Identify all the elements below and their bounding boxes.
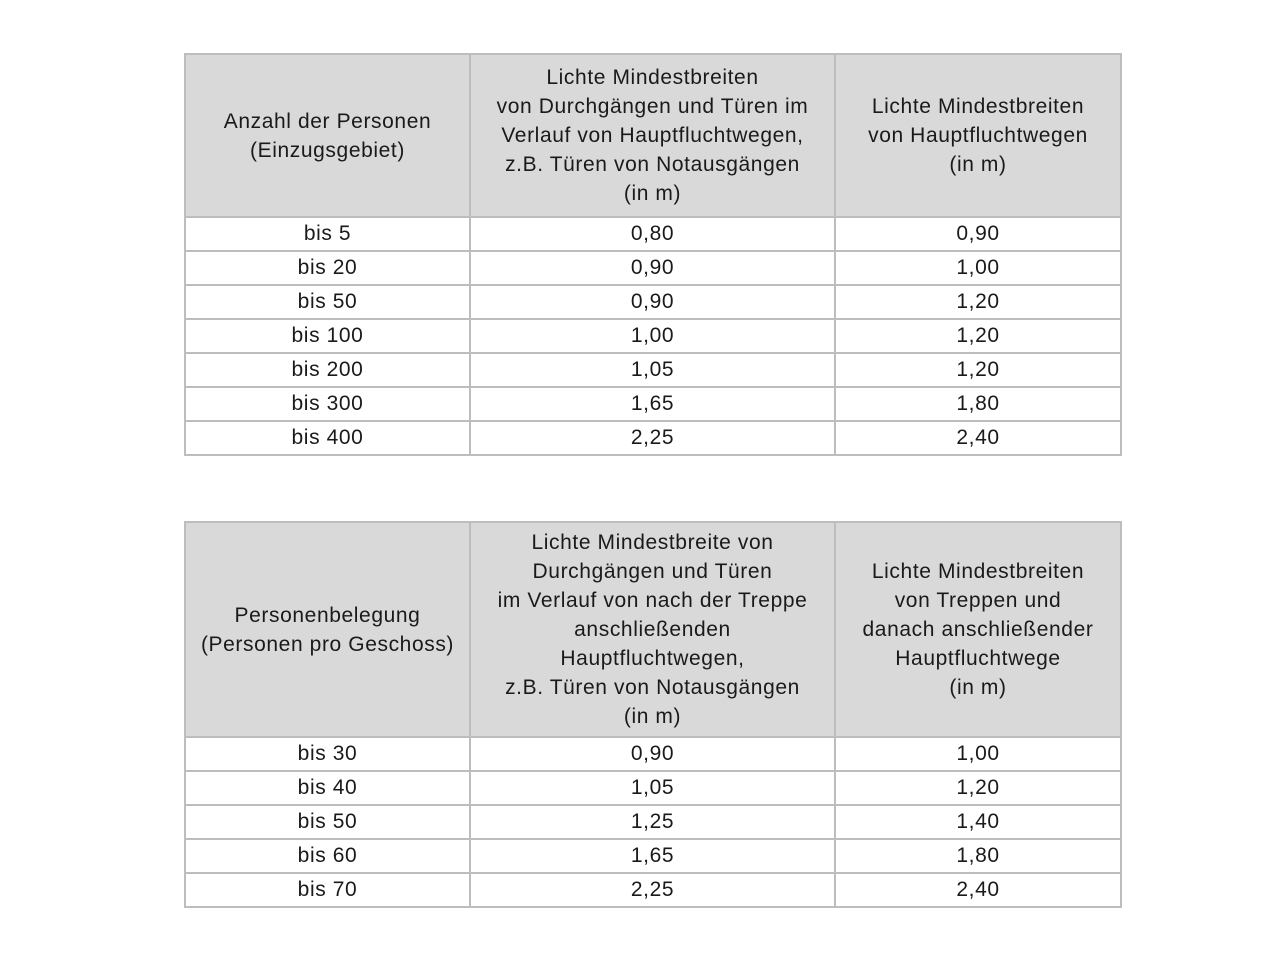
cell-door-width: 1,25 <box>470 805 835 839</box>
table-row <box>185 805 1121 839</box>
cell-route-width: 1,20 <box>835 353 1121 387</box>
cell-door-width: 0,90 <box>470 251 835 285</box>
header-persons-per-floor <box>185 522 470 737</box>
cell-persons: bis 30 <box>185 737 470 771</box>
cell-route-width: 2,40 <box>835 421 1121 455</box>
table-row <box>185 737 1121 771</box>
cell-door-width: 1,05 <box>470 353 835 387</box>
cell-persons: bis 20 <box>185 251 470 285</box>
table-row <box>185 387 1121 421</box>
cell-persons: bis 100 <box>185 319 470 353</box>
stair-escape-route-widths-table <box>184 521 1122 908</box>
header-label: Lichte Mindestbreite von Durchgängen und Türen im Verlauf von nach der Treppe anschließenden Hauptfluchtwegen, z.B. Türen von Notausgängen (in m) <box>497 531 808 728</box>
header-label: Lichte Mindestbreiten von Treppen und danach anschließender Hauptfluchtwege (in m) <box>862 560 1094 699</box>
cell-persons: bis 50 <box>185 285 470 319</box>
cell-door-width: 1,05 <box>470 771 835 805</box>
header-route-width <box>835 54 1121 217</box>
cell-door-width: 1,65 <box>470 839 835 873</box>
cell-persons: bis 50 <box>185 805 470 839</box>
header-door-width <box>470 54 835 217</box>
header-persons-catchment <box>185 54 470 217</box>
table-row <box>185 285 1121 319</box>
cell-door-width: 0,90 <box>470 737 835 771</box>
cell-door-width: 1,00 <box>470 319 835 353</box>
header-stair-width <box>835 522 1121 737</box>
header-label: Personenbelegung (Personen pro Geschoss) <box>200 603 455 656</box>
cell-persons: bis 5 <box>185 217 470 251</box>
cell-persons: bis 400 <box>185 421 470 455</box>
cell-route-width: 1,20 <box>835 285 1121 319</box>
cell-door-width: 0,90 <box>470 285 835 319</box>
cell-persons: bis 200 <box>185 353 470 387</box>
table-header-row <box>185 522 1121 737</box>
table-row <box>185 217 1121 251</box>
cell-route-width: 1,20 <box>835 319 1121 353</box>
header-label: Lichte Mindestbreiten von Hauptfluchtwegen (in m) <box>868 95 1088 176</box>
cell-persons: bis 300 <box>185 387 470 421</box>
table-header-row <box>185 54 1121 217</box>
table-row <box>185 353 1121 387</box>
cell-persons: bis 40 <box>185 771 470 805</box>
cell-door-width: 2,25 <box>470 421 835 455</box>
header-label: Lichte Mindestbreiten von Durchgängen und Türen im Verlauf von Hauptfluchtwegen, z.B. Türen von Notausgängen (in m) <box>496 66 809 205</box>
cell-stair-width: 2,40 <box>835 873 1121 907</box>
cell-route-width: 1,00 <box>835 251 1121 285</box>
table-row <box>185 873 1121 907</box>
cell-stair-width: 1,00 <box>835 737 1121 771</box>
header-label: Anzahl der Personen (Einzugsgebiet) <box>223 109 432 162</box>
cell-persons: bis 70 <box>185 873 470 907</box>
cell-door-width: 0,80 <box>470 217 835 251</box>
cell-route-width: 1,80 <box>835 387 1121 421</box>
header-door-width <box>470 522 835 737</box>
table-row <box>185 771 1121 805</box>
cell-stair-width: 1,80 <box>835 839 1121 873</box>
cell-stair-width: 1,40 <box>835 805 1121 839</box>
cell-door-width: 2,25 <box>470 873 835 907</box>
cell-door-width: 1,65 <box>470 387 835 421</box>
table-row <box>185 319 1121 353</box>
table-row <box>185 251 1121 285</box>
cell-persons: bis 60 <box>185 839 470 873</box>
table-row <box>185 839 1121 873</box>
table-row <box>185 421 1121 455</box>
escape-route-widths-table <box>184 53 1122 456</box>
cell-route-width: 0,90 <box>835 217 1121 251</box>
cell-stair-width: 1,20 <box>835 771 1121 805</box>
